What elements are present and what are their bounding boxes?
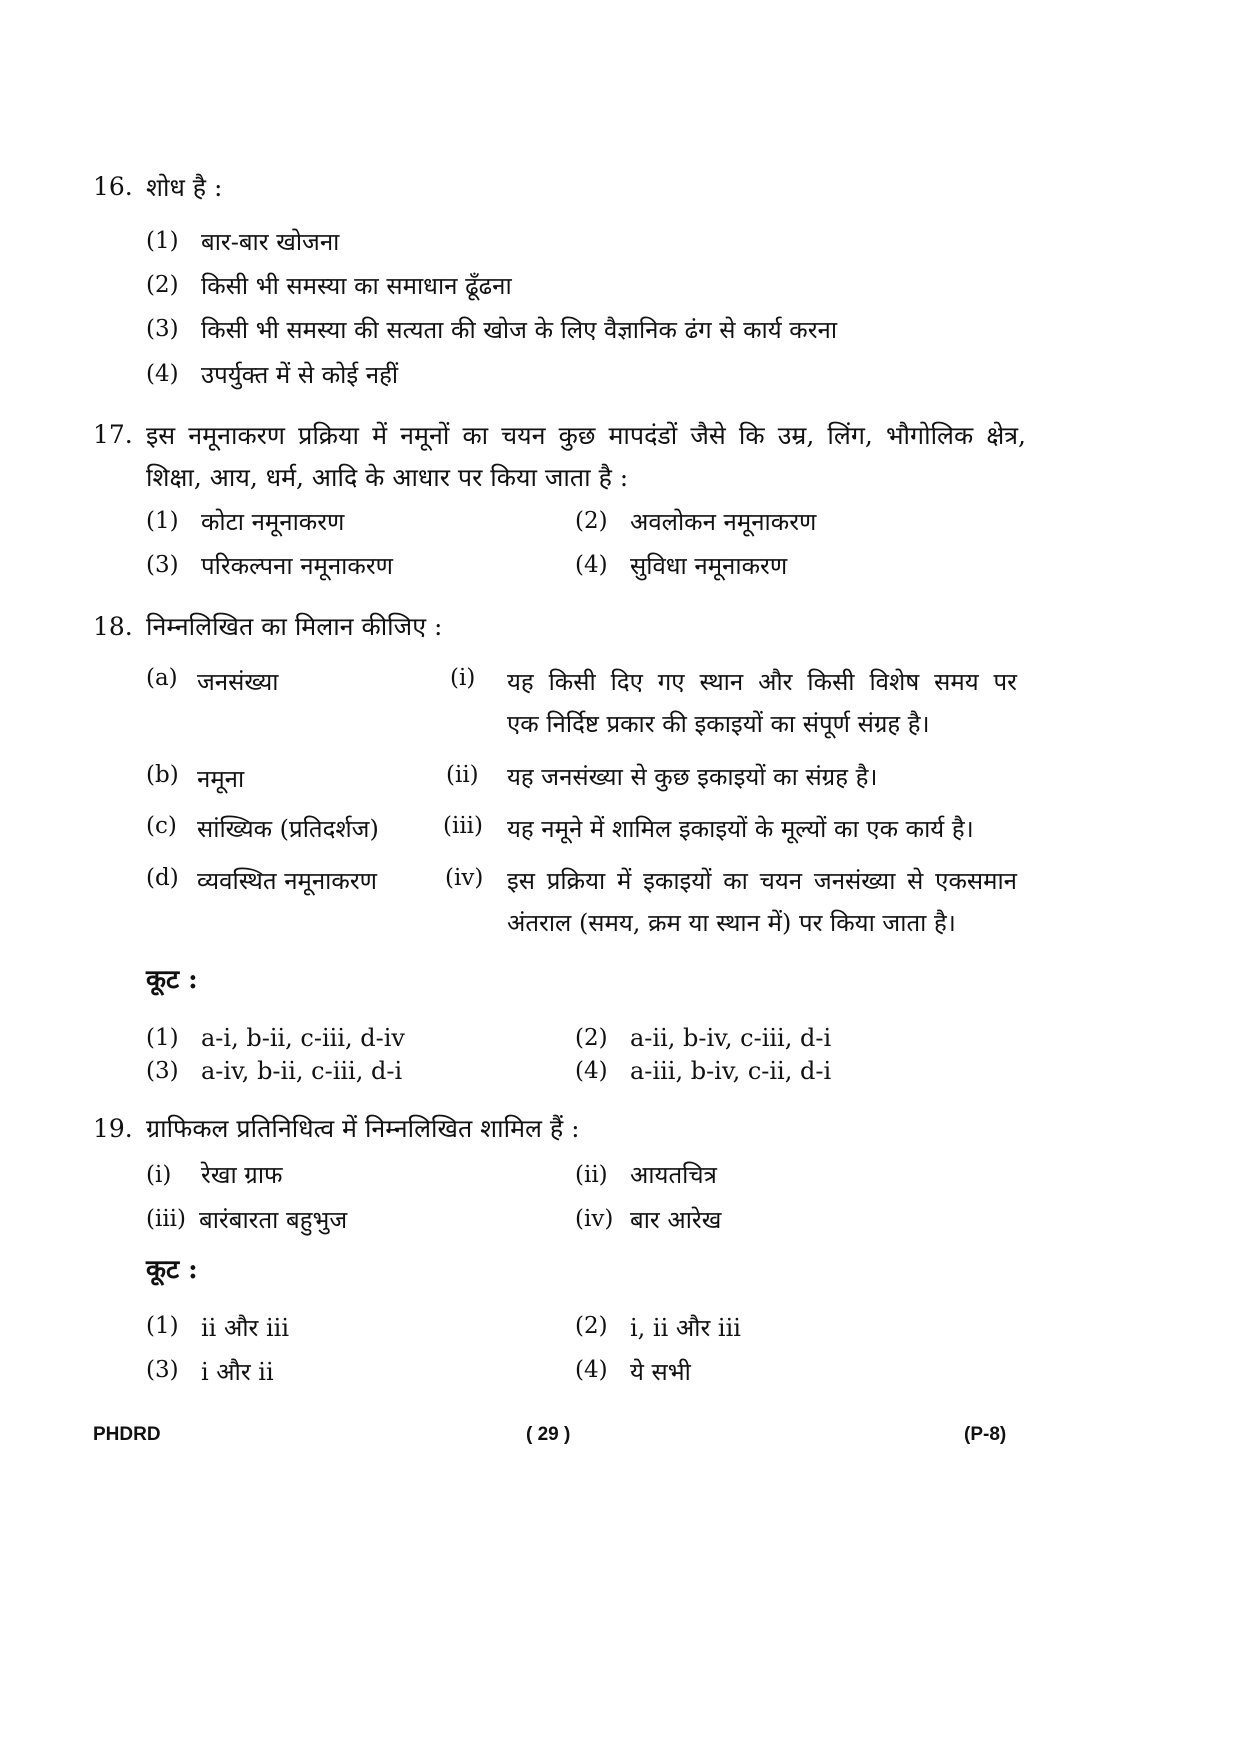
match-left-text: सांख्यिक (प्रतिदर्शज) xyxy=(197,815,379,843)
option-number: (1) xyxy=(146,1025,179,1051)
koot-label: कूट : xyxy=(146,965,198,995)
item-number: (iv) xyxy=(575,1206,614,1232)
match-left-text: जनसंख्या xyxy=(197,668,279,696)
option-text: ये सभी xyxy=(630,1358,691,1386)
option-number: (2) xyxy=(575,508,608,534)
item-text: रेखा ग्राफ xyxy=(201,1161,283,1189)
option-number: (4) xyxy=(146,361,179,387)
option-number: (1) xyxy=(146,1313,179,1339)
option-text: बार-बार खोजना xyxy=(201,228,340,256)
option-text: a-iv, b-ii, c-iii, d-i xyxy=(201,1057,403,1085)
question-text: शोध है : xyxy=(146,173,223,202)
question-text-line: शिक्षा, आय, धर्म, आदि के आधार पर किया जाता है : xyxy=(146,463,629,492)
option-text: किसी भी समस्या की सत्यता की खोज के लिए वैज्ञानिक ढंग से कार्य करना xyxy=(201,316,838,344)
option-text: उपर्युक्त में से कोई नहीं xyxy=(201,361,399,389)
option-text: a-ii, b-iv, c-iii, d-i xyxy=(630,1024,832,1052)
option-number: (4) xyxy=(575,552,608,578)
match-left-label: (b) xyxy=(146,762,179,788)
question-number: 18. xyxy=(93,612,133,641)
option-number: (4) xyxy=(575,1357,608,1383)
option-number: (3) xyxy=(146,552,179,578)
footer-code: PHDRD xyxy=(93,1424,161,1445)
item-number: (ii) xyxy=(575,1162,608,1188)
match-left-label: (a) xyxy=(146,665,178,691)
match-right-text: यह नमूने में शामिल इकाइयों के मूल्यों का एक कार्य है। xyxy=(507,815,974,843)
option-number: (1) xyxy=(146,508,179,534)
option-number: (3) xyxy=(146,1357,179,1383)
match-left-label: (d) xyxy=(146,865,179,891)
match-right-text: इस प्रक्रिया में इकाइयों का चयन जनसंख्या से एकसमान xyxy=(507,867,1017,895)
option-text: कोटा नमूनाकरण xyxy=(201,508,345,536)
option-text: सुविधा नमूनाकरण xyxy=(630,552,788,580)
option-number: (2) xyxy=(575,1313,608,1339)
footer-series: (P-8) xyxy=(964,1424,1007,1445)
page-number: ( 29 ) xyxy=(526,1424,571,1445)
match-right-text: यह जनसंख्या से कुछ इकाइयों का संग्रह है। xyxy=(507,763,878,791)
question-number: 19. xyxy=(93,1114,133,1143)
match-right-text: अंतराल (समय, क्रम या स्थान में) पर किया जाता है। xyxy=(507,909,956,937)
item-text: बार आरेख xyxy=(630,1206,722,1234)
option-text: i, ii और iii xyxy=(630,1314,741,1342)
option-number: (3) xyxy=(146,316,179,342)
option-text: a-iii, b-iv, c-ii, d-i xyxy=(630,1057,832,1085)
item-number: (i) xyxy=(146,1162,172,1188)
option-text: परिकल्पना नमूनाकरण xyxy=(201,552,393,580)
option-number: (4) xyxy=(575,1058,608,1084)
option-text: ii और iii xyxy=(201,1314,290,1342)
match-right-label: (i) xyxy=(450,665,476,691)
item-text: बारंबारता बहुभुज xyxy=(199,1206,348,1234)
item-text: आयतचित्र xyxy=(630,1161,717,1189)
option-text: अवलोकन नमूनाकरण xyxy=(630,508,817,536)
match-right-label: (iii) xyxy=(443,813,484,839)
match-left-text: व्यवस्थित नमूनाकरण xyxy=(197,867,377,895)
match-right-label: (ii) xyxy=(446,762,479,788)
match-left-text: नमूना xyxy=(197,765,245,793)
option-number: (2) xyxy=(575,1025,608,1051)
match-right-label: (iv) xyxy=(445,865,484,891)
question-text-line: इस नमूनाकरण प्रक्रिया में नमूनों का चयन कुछ मापदंडों जैसे कि उम्र, लिंग, भौगोलिक क्षेत्र, xyxy=(146,421,1026,450)
option-text: a-i, b-ii, c-iii, d-iv xyxy=(201,1024,405,1052)
option-text: i और ii xyxy=(201,1358,274,1386)
option-number: (2) xyxy=(146,272,179,298)
match-left-label: (c) xyxy=(146,813,177,839)
option-number: (3) xyxy=(146,1058,179,1084)
question-number: 17. xyxy=(93,420,133,449)
question-text: निम्नलिखित का मिलान कीजिए : xyxy=(146,612,443,641)
question-text: ग्राफिकल प्रतिनिधित्व में निम्नलिखित शामिल हैं : xyxy=(146,1114,580,1143)
option-number: (1) xyxy=(146,228,179,254)
question-number: 16. xyxy=(93,172,133,201)
item-number: (iii) xyxy=(146,1206,187,1232)
koot-label: कूट : xyxy=(146,1255,198,1285)
match-right-text: एक निर्दिष्ट प्रकार की इकाइयों का संपूर्ण संग्रह है। xyxy=(507,710,930,738)
option-text: किसी भी समस्या का समाधान ढूँढना xyxy=(201,272,512,300)
match-right-text: यह किसी दिए गए स्थान और किसी विशेष समय पर xyxy=(507,668,1017,696)
